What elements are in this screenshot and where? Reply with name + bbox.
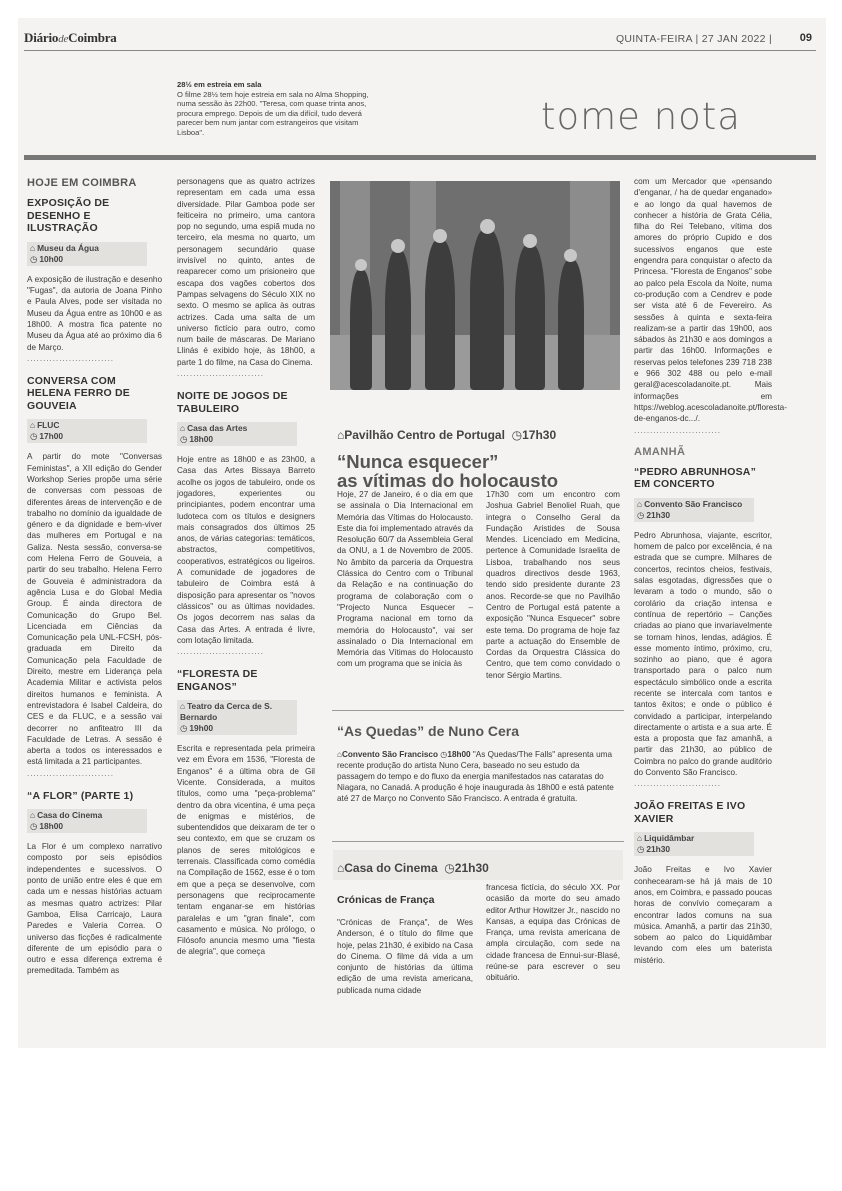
brand-main: Diário bbox=[24, 30, 59, 45]
cinema-text: francesa fictícia, do século XX. Por ocasião da morte do seu amado editor Arthur Howitzer Jr., nascido no Kansas, a equipa das Crónicas de França, uma revista americana de ampla circulação, com sede na cidade francesa de Ennui-sur-Blasé, reúne-se para escrever o seu obituário. bbox=[486, 883, 620, 983]
time: 18h00 bbox=[189, 434, 214, 445]
photo-figure bbox=[470, 230, 504, 390]
item-text: personagens que as quatro actrizes representam em cada uma essa diversidade. Pilar Gamboa pode ser feiticeira no primeiro, uma cantora pop no segundo, uma espiã muda no terceiro, ela mesma no quarto, um personagem secundário quase invisível no quinto, antes de reaparecer como um prisioneiro que escapa dos vagões cobertos dos Pampas selvagens do Século XIX no sexto. O mesmo se aplica às outras actrizes. Cada uma salta de um universo fictício para outro, como num baile de máscaras. De Mariano Llinás é exibido hoje, às 18h00, a parte 1 do filme, na Casa do Cinema. bbox=[177, 177, 315, 367]
dotted-divider: ........................... bbox=[27, 769, 115, 778]
section-rule bbox=[24, 155, 816, 160]
time: 18h00 bbox=[39, 821, 64, 832]
brand-de: de bbox=[58, 33, 69, 45]
photo-head bbox=[391, 239, 405, 253]
quedas-block bbox=[337, 749, 615, 804]
time: 21h30 bbox=[646, 509, 671, 520]
house-icon: ⌂ bbox=[337, 750, 342, 759]
feature-title-line1: “Nunca esquecer” bbox=[337, 451, 499, 472]
cinema-text-col2 bbox=[486, 882, 620, 984]
venue: Museu da Água bbox=[37, 242, 99, 253]
quedas-text: "As Quedas/The Falls" apresenta uma recente produção do artista Nuno Cera, baseado no seu estudo da passagem do tempo e do fluxo da energia manifestados nas cataratas do Niagara, no Canadá. A produção é hoje inaugurada às 18h00 e está patente até 27 de Março no Convento São Francisco. A entrada é gratuita. bbox=[337, 750, 614, 803]
house-icon: ⌂ bbox=[337, 428, 345, 442]
column-5 bbox=[634, 176, 787, 966]
feature-text: Hoje, 27 de Janeiro, é o dia em que se assinala o Dia Internacional em Memória das Vítimas do Holocausto. Este dia foi implementado através da Resolução 60/7 da Assembleia Geral da ONU, a 1 de Novembro de 2005. No âmbito da parceria da Orquestra Clássica do Centro com o Tribunal da Relação e na continuação do programa de colaboração com o "Projecto Nunca Esquecer – Programa nacional em torno da memória do Holocausto", vai ser assinalado o Dia Internacional em Memória das Vítimas do Holocausto com um programa que se inicia às bbox=[337, 490, 473, 669]
photo-figure bbox=[425, 240, 455, 390]
feature-text: 17h30 com um encontro com Joshua Gabriel Benoliel Ruah, que integra o Conselho Geral da Fundação Aristides de Sousa Mendes. Licenciado em Medicina, pertence à Comunidade Israelita de Lisboa, trabalhando nos seus quadros directivos desde 1963, tendo sido presidente durante 23 anos. Recorde-se que no Pavilhão Centro de Portugal está patente a exposição "Nunca Esquecer" sobre este tema. Do programa de hoje faz parte a actuação do Ensemble de Cordas da Orquestra Clássica do Centro, que tem como convidado o tenor Sérgio Martins. bbox=[486, 490, 620, 680]
house-icon: ⌂ bbox=[637, 498, 643, 509]
column-2 bbox=[177, 176, 315, 958]
venue: Casa do Cinema bbox=[37, 810, 103, 821]
item-text: Escrita e representada pela primeira vez em Évora em 1536, "Floresta de Enganos" é a última obra de Gil Vicente. Considerada, a muitos títulos, como uma "peça-problema" dentro da obra vicentina, é uma peça de enigmas e mistérios, de subentendidos que deixaram de ter o seu contexto, em que se cruzam os planos de seres mitológicos e terrenais. Classificada como comédia na Compilação de 1562, esse é o tom em que a peça se desenvolve, com personagens que reciprocamente tentam enganar-se em histórias paralelas e um "gran finale", com casamento e música. No prólogo, o Filósofo anuncia mesmo uma "fiesta de alegria", que começa bbox=[177, 744, 315, 957]
issue-date: QUINTA-FEIRA | 27 JAN 2022 | bbox=[615, 33, 772, 45]
item-title: JOÃO FREITAS E IVO XAVIER bbox=[634, 800, 746, 825]
venue: Convento São Francisco bbox=[341, 750, 438, 759]
photo-figure bbox=[385, 250, 411, 390]
teaser-text: O filme 28½ tem hoje estreia em sala no Alma Shopping, numa sessão às 22h00. "Teresa, com quase trinta anos, procura emprego. Depois de um dia difícil, tudo deverá parecer bem num jantar com estrangeiros que visitam Lisboa". bbox=[177, 89, 369, 137]
photo-head bbox=[433, 229, 447, 243]
cinema-meta bbox=[337, 861, 489, 875]
clock-icon: ◷ bbox=[637, 509, 645, 520]
house-icon: ⌂ bbox=[180, 701, 186, 712]
photo-head bbox=[355, 259, 367, 271]
clock-icon: ◷ bbox=[180, 723, 188, 734]
clock-icon: ◷ bbox=[637, 844, 645, 855]
time: 18h00 bbox=[447, 750, 471, 759]
item-text: Pedro Abrunhosa, viajante, escritor, homem de palco por excelência, é na estrada que se cumpre. Milhares de concertos, recintos cheios, festivais, salas esgotadas, digressões que o levaram a todo o mundo, são o corolário da criação intensa e contínua de repertório – Canções criadas ao piano que invariavelmente se tornam hinos, lendas, adágios. É esse momento íntimo, próximo, cru, sozinho ao piano, que é agora transportado para o palco num espectáculo simbólico onde a escrita recente se intercala com tantos e tantos êxitos; e onde o público é convidado a participar, interpelando directamente o artista e a sua arte. É esta a proposta que faz amanhã, a partir das 21h30, ao público de Coimbra no palco do grande auditório do Convento São Francisco. bbox=[634, 530, 772, 778]
item-title: “FLORESTA DE ENGANOS” bbox=[177, 668, 258, 693]
house-icon: ⌂ bbox=[337, 861, 345, 875]
venue: FLUC bbox=[37, 420, 60, 431]
item-text: La Flor é um complexo narrativo composto por seis episódios independentes e sucessivos. O ponto de união entre eles é que em cada um e nessas histórias actuam as mesmas quatro actrizes: Pilar Gamboa, Elisa Carricajo, Laura Paredes e Valeria Correa. O universo das ficções é radicalmente diferente de um episódio para o outro e essa diferença extrema é premeditada. Também as bbox=[27, 842, 162, 976]
divider bbox=[332, 841, 624, 842]
column-1 bbox=[27, 176, 162, 977]
event-meta bbox=[27, 242, 147, 266]
brand-city: Coimbra bbox=[68, 30, 117, 45]
venue: Liquidâmbar bbox=[644, 833, 695, 844]
section-amanha: AMANHÃ bbox=[634, 445, 686, 458]
event-meta bbox=[634, 498, 754, 522]
venue: Casa das Artes bbox=[187, 423, 248, 434]
feature-meta bbox=[337, 428, 556, 442]
clock-icon: ◷ bbox=[180, 434, 188, 445]
feature-text-col2 bbox=[486, 489, 620, 681]
page-number: 09 bbox=[799, 32, 812, 44]
section-hoje: HOJE EM COIMBRA bbox=[27, 177, 137, 189]
cinema-text-col1 bbox=[337, 917, 473, 996]
teaser-title: 28½ em estreia em sala bbox=[177, 80, 262, 89]
item-text: A exposição de ilustração e desenho "Fugas", da autoria de Joana Pinho e Paula Alves, pode ser visitada no Museu da Água entre as 10h00 e as 18h00. A mostra fica patente no Museu da Água até ao próximo dia 6 de Março. bbox=[27, 274, 162, 352]
dotted-divider: ........................... bbox=[634, 780, 722, 789]
venue: Teatro da Cerca de S. Bernardo bbox=[180, 701, 273, 723]
venue: Pavilhão Centro de Portugal bbox=[344, 428, 505, 442]
quedas-title: “As Quedas” de Nuno Cera bbox=[337, 723, 520, 739]
house-icon: ⌂ bbox=[30, 242, 36, 253]
time: 21h30 bbox=[646, 844, 671, 855]
item-text: João Freitas e Ivo Xavier conhecearam-se há já mais de 10 anos, em Coimbra, e passado poucas horas de convívio começaram a encontrar lados comuns na sua música. Amanhã, a partir das 21h30, sobem ao palco do Liquidâmbar levando com eles um baterista mistério. bbox=[634, 865, 772, 965]
feature-text-col1 bbox=[337, 489, 473, 670]
item-title: EXPOSIÇÃO DE DESENHO E ILUSTRAÇÃO bbox=[27, 197, 110, 235]
venue: Casa do Cinema bbox=[344, 861, 438, 875]
time: 10h00 bbox=[39, 253, 64, 264]
clock-icon: ◷ bbox=[511, 428, 523, 442]
house-icon: ⌂ bbox=[180, 423, 186, 434]
item-text: Hoje entre as 18h00 e as 23h00, a Casa das Artes Bissaya Barreto acolhe os jogos de tabuleiro, onde os jogadores, experientes ou principiantes, podem encontrar uma ludoteca com os títulos e designers mais consagrados dos últimos 25 anos, de várias categorias: temáticos, abstractos, competitivos, cooperativos, estratégicos ou ligeiros. A comunidade de jogadores de tabuleiro de Coimbra está à disposição para apresentar os "novos clássicos" ou as últimas novidades. Os jogos decorrem nas salas da Casa das Artes. A entrada é livre, com lotação limitada. bbox=[177, 455, 315, 645]
photo-head bbox=[564, 249, 577, 262]
holocaust-photo bbox=[330, 181, 620, 390]
venue: Convento São Francisco bbox=[644, 498, 743, 509]
time: 19h00 bbox=[189, 723, 214, 734]
clock-icon: ◷ bbox=[440, 750, 448, 759]
clock-icon: ◷ bbox=[30, 253, 38, 264]
item-text: A partir do mote "Conversas Feministas", a XII edição do Gender Workshop Series propõe uma série de conversas com pessoas de diferentes áreas de intervenção e de trabalho no domínio da igualdade de género e da dignidade e bem-viver das mulheres em Portugal e na Galiza. Nesta sessão, conversa-se com Helena Ferro de Gouveia, a partir do seu trabalho. Helena Ferro de Gouveia é administradora da agência Lusa e do Global Media Group. É ainda directora de Comunicação do Grupo Bel. Licenciada em Ciências da Comunicação pela UNL-FCSH, pós-graduada em Direito da Comunicação pela Faculdade de Direito, mestre em Liderança pela Academia Militar e activista pelos direitos humanos e feminista. A entrevistadora é Isabel Caldeira, do CES e da FLUC, e a sessão vai decorrer no anfiteatro III da Faculdade de Letras. A sessão é aberta a todos os interessados e está limitada a 21 participantes. bbox=[27, 452, 162, 767]
feature-title-line2: as vítimas do holocausto bbox=[337, 470, 559, 491]
cinema-title: Crónicas de França bbox=[337, 894, 435, 906]
clock-icon: ◷ bbox=[444, 861, 455, 875]
house-icon: ⌂ bbox=[637, 833, 643, 844]
time: 17h30 bbox=[522, 428, 557, 442]
event-meta bbox=[27, 809, 147, 833]
item-title: “PEDRO ABRUNHOSA” EM CONCERTO bbox=[634, 465, 757, 491]
clock-icon: ◷ bbox=[30, 821, 38, 832]
dotted-divider: ........................... bbox=[177, 648, 265, 657]
photo-head bbox=[480, 219, 495, 234]
event-meta bbox=[27, 419, 147, 443]
section-title: tome nota bbox=[541, 95, 741, 138]
time: 17h00 bbox=[39, 431, 64, 442]
house-icon: ⌂ bbox=[30, 420, 36, 431]
photo-figure bbox=[558, 260, 584, 390]
teaser bbox=[177, 80, 377, 138]
photo-head bbox=[523, 234, 537, 248]
item-title: CONVERSA COM HELENA FERRO DE GOUVEIA bbox=[27, 374, 130, 412]
photo-figure bbox=[350, 270, 372, 390]
house-icon: ⌂ bbox=[30, 810, 36, 821]
item-title: “A FLOR” (PARTE 1) bbox=[27, 789, 134, 802]
time: 21h30 bbox=[454, 861, 489, 875]
item-title: NOITE DE JOGOS DE TABULEIRO bbox=[177, 390, 288, 415]
event-meta bbox=[177, 700, 297, 735]
photo-figure bbox=[515, 245, 545, 390]
header-rule bbox=[24, 50, 816, 51]
feature-title bbox=[337, 452, 617, 490]
dotted-divider: ........................... bbox=[27, 354, 115, 363]
event-meta bbox=[634, 832, 754, 856]
cinema-text: "Crónicas de França", de Wes Anderson, é o título do filme que hoje, pelas 21h30, é exibido na Casa do Cinema. O filme dá vida a um conjunto de histórias da última edição de uma revista americana, publicada numa cidade bbox=[337, 918, 473, 995]
dotted-divider: ........................... bbox=[177, 370, 265, 379]
masthead bbox=[24, 30, 117, 46]
dotted-divider: ........................... bbox=[634, 426, 722, 435]
clock-icon: ◷ bbox=[30, 431, 38, 442]
event-meta bbox=[177, 422, 297, 446]
divider bbox=[332, 710, 624, 711]
item-text: com um Mercador que «pensando d'enganar, / ha de quedar enganado» e ao longo da qual havemos de conhecer a história de Grata Célia, filha do Rei Telebano, vítima dos amores do próprio Cupido e dos sucessivos enganos que este engendra para conquistar o afecto da Princesa. "Floresta de Enganos" sobe ao palco pela Escola da Noite, numa co-produção com a Cendrev e pode ser vista até 6 de Fevereiro. As sessões à quinta e sexta-feira realizam-se a partir das 19h00, aos sábados às 21h30 e aos domingos a partir das 16h00. Informações e reservas pelos telefones 239 718 238 e 966 302 488 ou pelo e-mail geral@acescoladanoite.pt. Mais informações em https://weblog.acescoladanoite.pt/floresta-de-enganos-dc.../. bbox=[634, 177, 787, 424]
